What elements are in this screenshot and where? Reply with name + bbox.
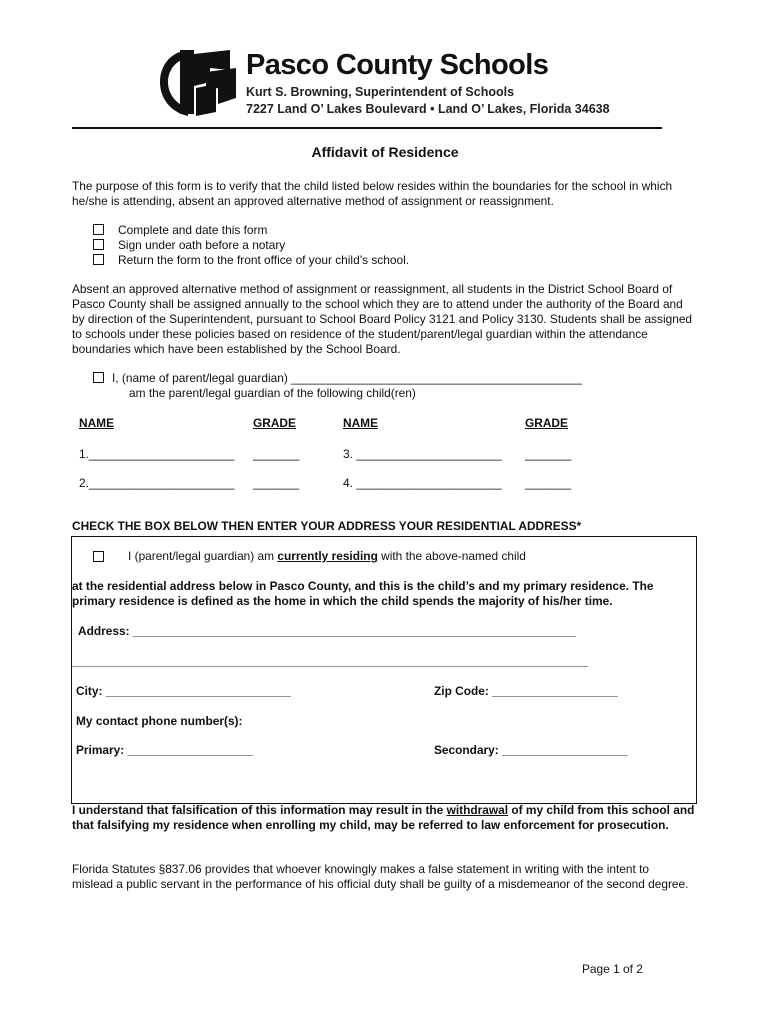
address-line-2-field[interactable]: ______________________________________________________________________________: [72, 654, 588, 668]
intro-paragraph: The purpose of this form is to verify that the child listed below resides within the boundaries for the school in which he/she is attending, absent an approved alternative method of assignment or reassignment.: [72, 179, 673, 208]
child-4-name-field[interactable]: 4. ______________________: [343, 476, 502, 490]
residing-emphasis: currently residing: [277, 549, 378, 563]
table-header-name-2: NAME: [343, 416, 379, 430]
city-field[interactable]: City: ____________________________: [76, 684, 291, 698]
header-divider: [72, 127, 662, 129]
page-title: Affidavit of Residence: [311, 144, 459, 160]
address-field[interactable]: Address: ___________________________________________________________________: [78, 624, 576, 638]
checklist-checkbox-2[interactable]: [93, 239, 104, 250]
table-header-grade-1: GRADE: [253, 416, 296, 430]
checklist-checkbox-1[interactable]: [93, 224, 104, 235]
child-4-grade-field[interactable]: _______: [525, 476, 572, 490]
guardian-name-field[interactable]: I, (name of parent/legal guardian) ____________________________________________: [112, 371, 583, 385]
guardian-checkbox[interactable]: [93, 372, 104, 383]
residence-statement: at the residential address below in Pasco County, and this is the child’s and my primary residence. The primary residence is defined as the home in which the child spends the majority of his/her time.: [72, 579, 654, 608]
policy-paragraph: Absent an approved alternative method of assignment or reassignment, all students in the District School Board of Pasco County shall be assigned annually to the school which they are to attend under the authority of the Board and by direction of the Superintendent, pursuant to School Board Policy 3121 and Policy 3130. Students shall be assigned to schools under these policies based on residence of the student/parent/legal guardian within the attendance boundaries which have been established by the School Board.: [72, 282, 693, 356]
residing-statement: I (parent/legal guardian) am currently residing with the above-named child: [128, 549, 526, 563]
zip-code-field[interactable]: Zip Code: ___________________: [434, 684, 618, 698]
checklist-item-3: Return the form to the front office of your child’s school.: [118, 253, 410, 267]
withdrawal-emphasis: withdrawal: [446, 803, 509, 817]
address-box: [71, 536, 697, 804]
child-1-name-field[interactable]: 1.______________________: [79, 447, 235, 461]
table-header-grade-2: GRADE: [525, 416, 568, 430]
primary-phone-field[interactable]: Primary: ___________________: [76, 743, 254, 757]
checklist-item-2: Sign under oath before a notary: [118, 238, 286, 252]
child-2-name-field[interactable]: 2.______________________: [79, 476, 235, 490]
residing-checkbox[interactable]: [93, 551, 104, 562]
checklist-checkbox-3[interactable]: [93, 254, 104, 265]
guardian-statement: am the parent/legal guardian of the following child(ren): [129, 386, 416, 400]
address-section-heading: CHECK THE BOX BELOW THEN ENTER YOUR ADDRESS YOUR RESIDENTIAL ADDRESS*: [72, 519, 582, 533]
secondary-phone-field[interactable]: Secondary: ___________________: [434, 743, 628, 757]
child-3-name-field[interactable]: 3. ______________________: [343, 447, 502, 461]
pasco-schools-logo-icon: [158, 46, 238, 118]
falsification-warning: I understand that falsification of this information may result in the withdrawal of my child from this school and that falsifying my residence when enrolling my child, may be referred to law enforcement for prosecution.: [72, 803, 695, 832]
org-name: Pasco County Schools: [246, 49, 549, 81]
table-header-name-1: NAME: [79, 416, 115, 430]
checklist-item-1: Complete and date this form: [118, 223, 268, 237]
statute-paragraph: Florida Statutes §837.06 provides that whoever knowingly makes a false statement in writing with the intent to mislead a public servant in the performance of his official duty shall be guilty of a misdemeanor of the second degree.: [72, 862, 689, 891]
phone-heading: My contact phone number(s):: [76, 714, 243, 728]
child-2-grade-field[interactable]: _______: [253, 476, 300, 490]
org-address: 7227 Land O’ Lakes Boulevard • Land O’ Lakes, Florida 34638: [246, 102, 610, 116]
child-1-grade-field[interactable]: _______: [253, 447, 300, 461]
child-3-grade-field[interactable]: _______: [525, 447, 572, 461]
page-number: Page 1 of 2: [582, 962, 643, 976]
superintendent-line: Kurt S. Browning, Superintendent of Schools: [246, 85, 515, 99]
